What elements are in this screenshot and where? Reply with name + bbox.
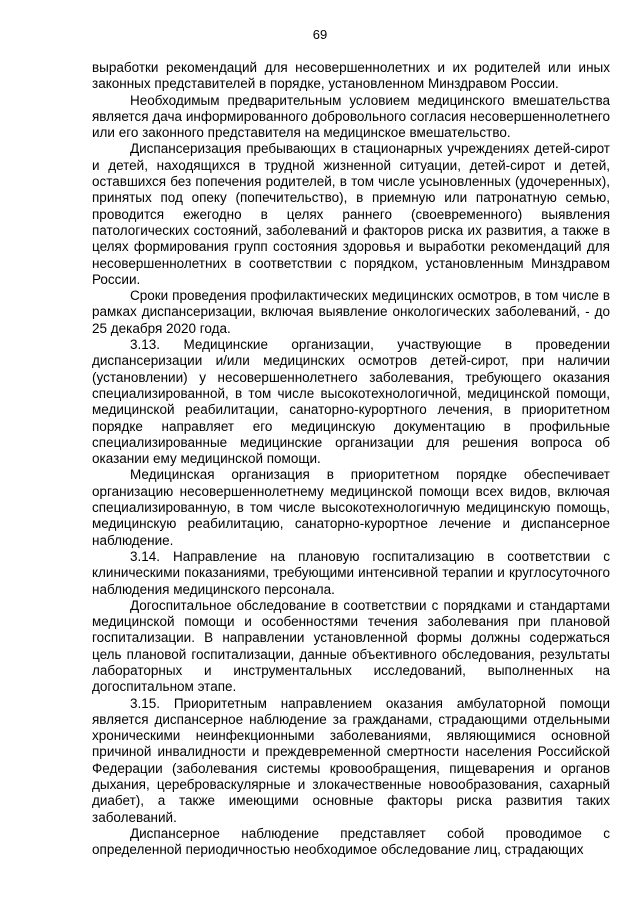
- page-number: 69: [312, 27, 328, 42]
- document-body: [92, 60, 610, 859]
- paragraph-section-3-13: 3.13. Медицинские организации, участвующие в проведении диспансеризации и/или медицинских осмотров детей-сирот, при наличии (установлении) у несовершеннолетнего заболевания, требующего оказания специализированной, в том числе высокотехнологичной, медицинской помощи, медицинской реабилитации, санаторно-курортного лечения, в приоритетном порядке направляет его медицинскую документацию в профильные специализированные медицинские организации для решения вопроса об оказании ему медицинской помощи.: [92, 337, 610, 467]
- paragraph-orphan-dispensarization: Диспансеризация пребывающих в стационарных учреждениях детей-сирот и детей, находящихся в трудной жизненной ситуации, детей-сирот и детей, оставшихся без попечения родителей, в том числе усыновленных (удочеренных), принятых под опеку (попечительство), в приемную или патронатную семью, проводится ежегодно в целях раннего (своевременного) выявления патологических состояний, заболеваний и факторов риска их развития, а также в целях формирования групп состояния здоровья и выработки рекомендаций для несовершеннолетних в соответствии с порядком, установленным Минздравом России.: [92, 141, 610, 287]
- paragraph-dispensary-observation: Диспансерное наблюдение представляет собой проводимое с определенной периодичностью необходимое обследование лиц, страдающих: [92, 825, 610, 858]
- paragraph-exam-deadline: Сроки проведения профилактических медицинских осмотров, в том числе в рамках диспансеризации, включая выявление онкологических заболеваний, - до 25 декабря 2020 года.: [92, 288, 610, 336]
- paragraph-section-3-15: 3.15. Приоритетным направлением оказания амбулаторной помощи является диспансерное наблюдение за гражданами, страдающими отдельными хроническими неинфекционными заболеваниями, являющимися основной причиной инвалидности и преждевременной смертности населения Российской Федерации (заболевания системы кровообращения, пищеварения и органов дыхания, цереброваскулярные и злокачественные новообразования, сахарный диабет), а также имеющими основные факторы риска развития таких заболеваний.: [92, 695, 610, 825]
- paragraph-priority-care: Медицинская организация в приоритетном порядке обеспечивает организацию несовершеннолетнему медицинской помощи всех видов, включая специализированную, в том числе высокотехнологичную медицинскую помощь, медицинскую реабилитацию, санаторно-курортное лечение и диспансерное наблюдение.: [92, 467, 610, 548]
- paragraph-pre-hospital-exam: Догоспитальное обследование в соответствии с порядками и стандартами медицинской помощи и особенностями течения заболевания при плановой госпитализации. В направлении установленной формы должны содержаться цель плановой госпитализации, данные объективного обследования, результаты лабораторных и инструментальных исследований, выполненных на догоспитальном этапе.: [92, 597, 610, 695]
- paragraph-continued: выработки рекомендаций для несовершеннолетних и их родителей или иных законных представителей в порядке, установленном Минздравом России.: [92, 60, 610, 92]
- paragraph-consent: Необходимым предварительным условием медицинского вмешательства является дача информированного добровольного согласия несовершеннолетнего или его законного представителя на медицинское вмешательство.: [92, 92, 610, 141]
- paragraph-section-3-14: 3.14. Направление на плановую госпитализацию в соответствии с клиническими показаниями, требующими интенсивной терапии и круглосуточного наблюдения медицинского персонала.: [92, 548, 610, 597]
